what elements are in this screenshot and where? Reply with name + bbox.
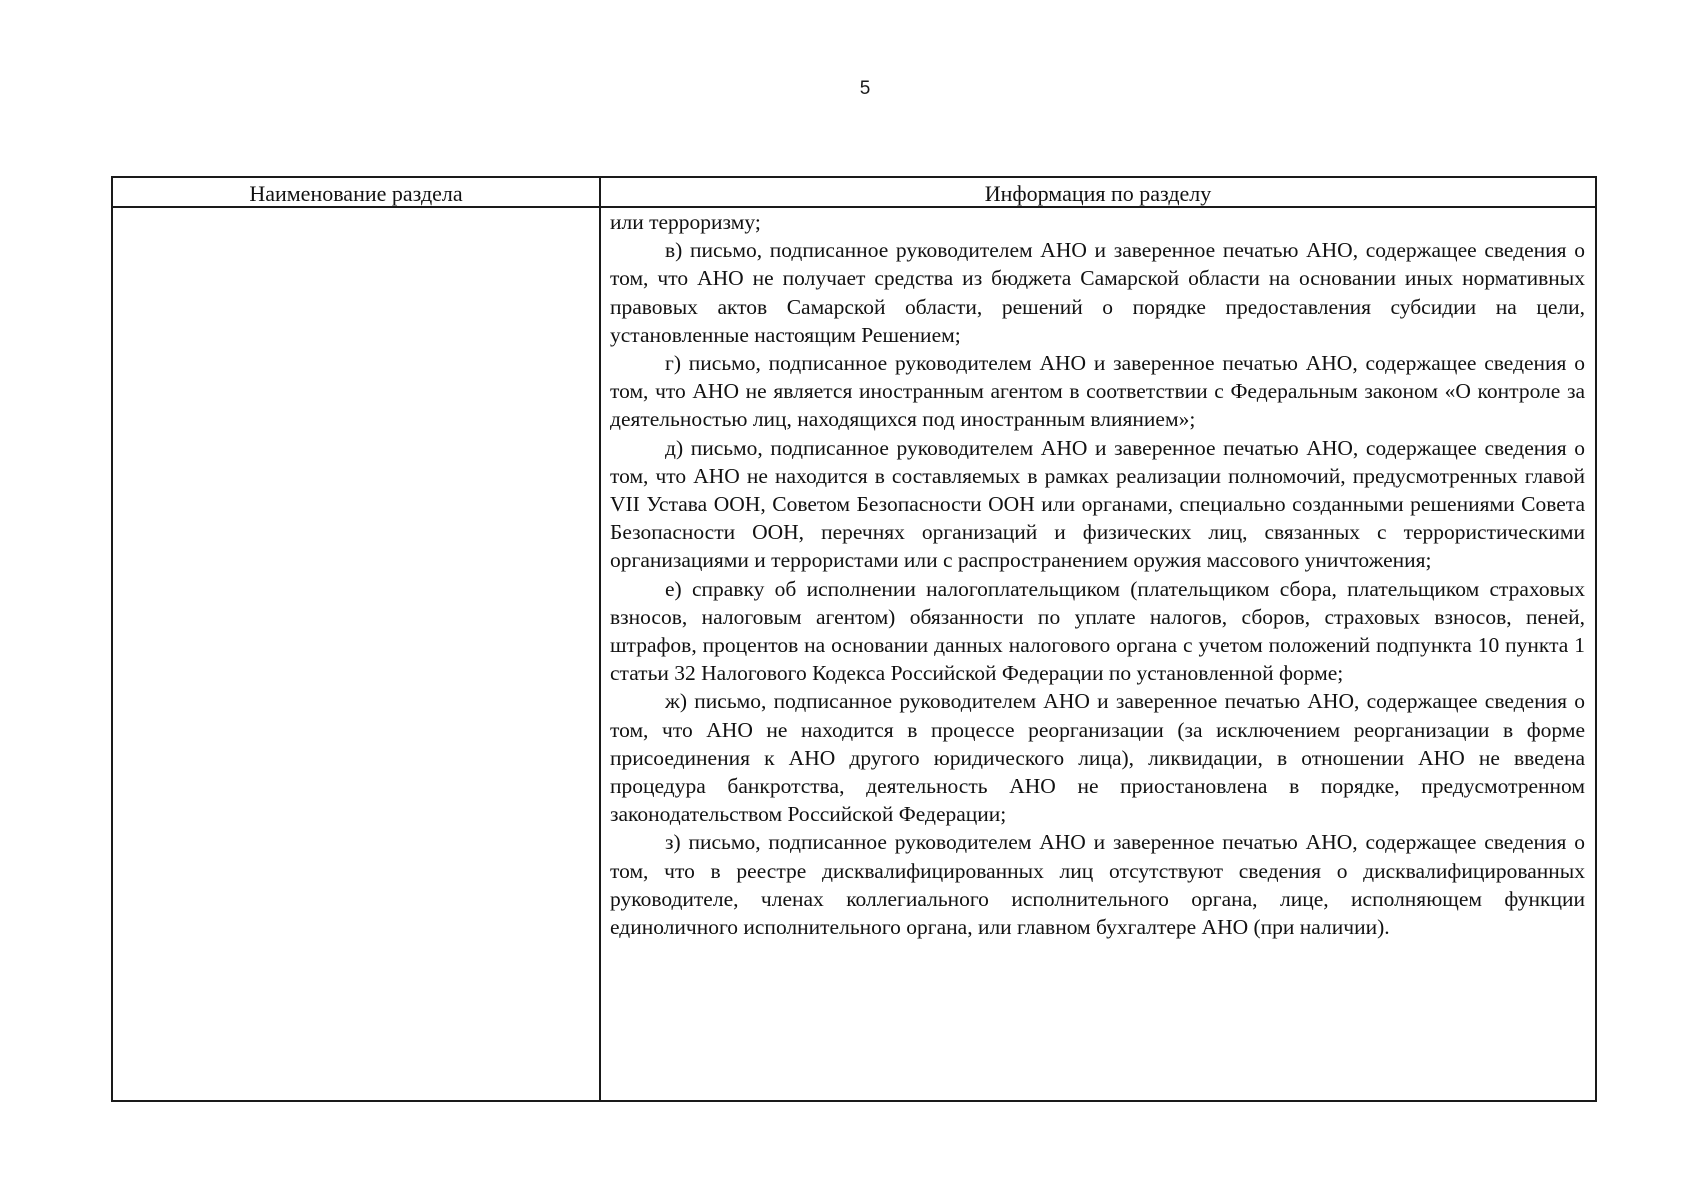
list-item-zh: ж) письмо, подписанное руководителем АНО и заверенное печатью АНО, содержащее сведения о том, что АНО не находится в процессе реорганизации (за исключением реорганизации в форме присоединения к АНО другого юридического лица), ликвидации, в отношении АНО не введена процедура банкротства, деятельность АНО не приостановлена в порядке, предусмотренном законодательством Российской Федерации;	[610, 689, 1585, 827]
header-section-name: Наименование раздела	[249, 181, 463, 206]
section-info-cell	[610, 208, 1585, 941]
section-table	[111, 176, 1597, 1102]
table-header-row	[113, 178, 1595, 208]
list-item-v: в) письмо, подписанное руководителем АНО и заверенное печатью АНО, содержащее сведения о том, что АНО не получает средства из бюджета Самарской области на основании иных нормативных правовых актов Самарской области, решений о порядке предоставления субсидии на цели, установленные настоящим Решением;	[610, 238, 1585, 347]
list-item-e: е) справку об исполнении налогоплательщиком (плательщиком сбора, плательщиком страховых взносов, налоговым агентом) обязанности по уплате налогов, сборов, страховых взносов, пеней, штрафов, процентов на основании данных налогового органа с учетом положений подпункта 10 пункта 1 статьи 32 Налогового Кодекса Российской Федерации по установленной форме;	[610, 576, 1585, 686]
continuation-text: или терроризму;	[610, 210, 761, 234]
column-divider	[599, 178, 601, 1100]
header-section-info: Информация по разделу	[984, 181, 1212, 206]
page-number: 5	[859, 78, 871, 99]
list-item-g: г) письмо, подписанное руководителем АНО и заверенное печатью АНО, содержащее сведения о том, что АНО не является иностранным агентом в соответствии с Федеральным законом «О контроле за деятельностью лиц, находящихся под иностранным влиянием»;	[610, 351, 1585, 432]
list-item-z: з) письмо, подписанное руководителем АНО и заверенное печатью АНО, содержащее сведения о том, что в реестре дисквалифицированных лиц отсутствуют сведения о дисквалифицированных руководителе, членах коллегиального исполнительного органа, лице, исполняющем функции единоличного исполнительного органа, или главном бухгалтере АНО (при наличии).	[610, 830, 1585, 940]
list-item-d: д) письмо, подписанное руководителем АНО и заверенное печатью АНО, содержащее сведения о том, что АНО не находится в составляемых в рамках реализации полномочий, предусмотренных главой VII Устава ООН, Советом Безопасности ООН или органами, специально созданными решениями Совета Безопасности ООН, перечнях организаций и физических лиц, связанных с террористическими организациями и террористами или с распространением оружия массового уничтожения;	[610, 435, 1585, 573]
